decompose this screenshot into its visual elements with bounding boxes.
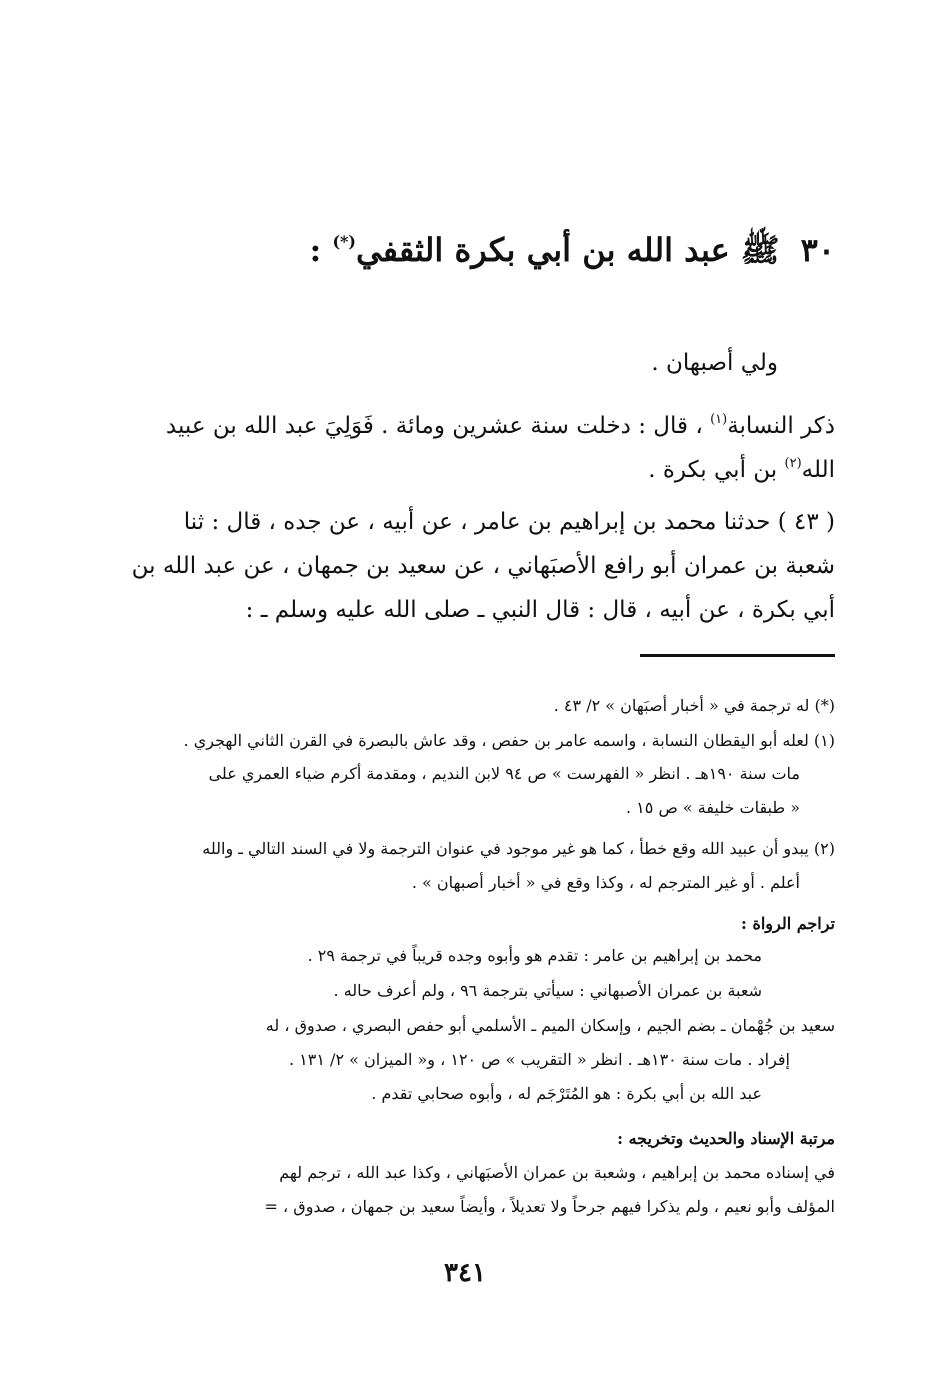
entry-title: عبد الله بن أبي بكرة الثقفي — [355, 231, 730, 269]
footnote-marker: (*) — [332, 232, 356, 251]
narrator-1: محمد بن إبراهيم بن عامر : تقدم هو وأبوه وجده قريباً في ترجمة ٢٩ . — [307, 946, 762, 965]
page-number: ٣٤١ — [444, 1258, 486, 1288]
grading-heading: مرتبة الإسناد والحديث وتخريجه : — [617, 1129, 835, 1148]
text-span: بن أبي بكرة . — [648, 457, 785, 483]
narrators-heading: تراجم الرواة : — [740, 914, 835, 933]
footnote-star: (*) له ترجمة في « أخبار أصبَهان » ٢/ ٤٣ . — [553, 696, 835, 715]
narrator-4: عبد الله بن أبي بكرة : هو المُتَرْجَم له ، وأبوه صحابي تقدم . — [371, 1084, 762, 1103]
footnote-ref-1: (١) — [710, 412, 728, 427]
body-line-2 — [166, 405, 835, 441]
body-line-3 — [648, 449, 835, 485]
footnote-1-line-1: (١) لعله أبو اليقطان النسابة ، واسمه عامر بن حفص ، وقد عاش بالبصرة في القرن الثاني الهجري . — [183, 731, 835, 750]
text-span: الله — [801, 457, 835, 483]
narrator-2: شعبة بن عمران الأصبهاني : سيأتي بترجمة ٩٦ ، ولم أعرف حاله . — [333, 981, 762, 1000]
hadith-line-2: شعبة بن عمران أبو رافع الأصبَهاني ، عن سعيد بن جمهان ، عن عبد الله بن — [131, 553, 835, 579]
footnote-2-line-2: أعلم . أو غير المترجم له ، وكذا وقع في « أخبار أصبهان » . — [411, 873, 800, 892]
body-line-1: ولي أصبهان . — [651, 350, 778, 376]
text-span: ، قال : دخلت سنة عشرين ومائة . فَوَلِيَ عبد الله بن عبيد — [165, 413, 711, 439]
grading-line-1: في إسناده محمد بن إبراهيم ، وشعبة بن عمران الأصبَهاني ، وكذا عبد الله ، ترجم لهم — [279, 1163, 835, 1182]
footnote-1-line-3: « طبقات خليفة » ص ١٥ . — [626, 798, 800, 817]
grading-line-2: المؤلف وأبو نعيم ، ولم يذكرا فيهم جرحاً ولا تعديلاً ، وأيضاً سعيد بن جمهان ، صدوق ، = — [264, 1197, 835, 1216]
entry-heading — [115, 212, 835, 272]
honorific-ornament: ﷺ — [740, 231, 780, 269]
text-span: ذكر النسابة — [727, 413, 835, 439]
footnote-ref-2: (٢) — [784, 456, 802, 471]
entry-number: ٣٠ — [800, 231, 835, 269]
footnote-separator — [640, 654, 835, 657]
footnote-2-line-1: (٢) يبدو أن عبيد الله وقع خطأ ، كما هو غير موجود في عنوان الترجمة ولا في السند التالي ـ والله — [202, 839, 835, 858]
footnote-1-line-2: مات سنة ١٩٠هـ . انظر « الفهرست » ص ٩٤ لابن النديم ، ومقدمة أكرم ضياء العمري على — [208, 764, 800, 783]
narrator-3-line-2: إفراد . مات سنة ١٣٠هـ . انظر « التقريب » ص ١٢٠ ، و« الميزان » ٢/ ١٣١ . — [289, 1050, 790, 1069]
narrator-3-line-1: سعيد بن جُهْمان ـ بضم الجيم ، وإسكان الميم ـ الأسلمي أبو حفص البصري ، صدوق ، له — [265, 1016, 835, 1035]
heading-colon: : — [309, 231, 322, 269]
hadith-line-3: أبي بكرة ، عن أبيه ، قال : قال النبي ـ صلى الله عليه وسلم ـ : — [245, 597, 835, 623]
hadith-line-1: ( ٤٣ ) حدثنا محمد بن إبراهيم بن عامر ، عن أبيه ، عن جده ، قال : ثنا — [183, 509, 835, 535]
